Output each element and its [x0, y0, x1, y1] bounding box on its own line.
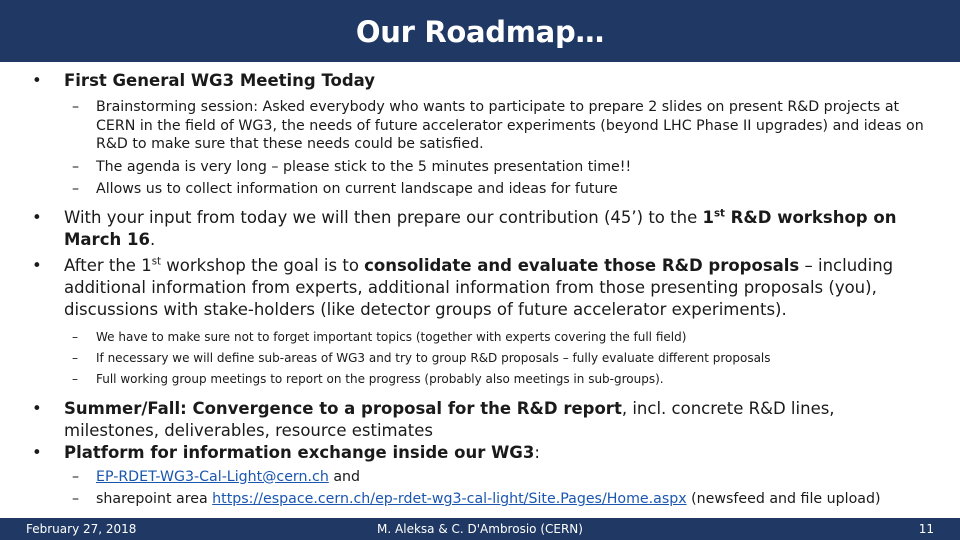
bullet-icon: •: [32, 255, 42, 275]
sub-bullet-sub-areas: [0, 348, 960, 369]
title-bar: [0, 0, 960, 62]
bullet-platform: [0, 442, 960, 464]
sub-bullet-brainstorming: [0, 98, 960, 154]
footer-authors: M. Aleksa & C. D'Ambrosio (CERN): [377, 522, 583, 536]
sub-bullet-text: and: [328, 468, 361, 485]
dash-icon: –: [72, 491, 80, 507]
sharepoint-link[interactable]: https://espace.cern.ch/ep-rdet-wg3-cal-light/Site.Pages/Home.aspx: [212, 491, 687, 507]
sub-bullet-meetings: [0, 369, 960, 390]
bullet-icon: •: [32, 442, 42, 462]
bullet-text: With your input from today we will then prepare our contribution (45’) to the: [64, 207, 703, 227]
sub-bullet-topics: [0, 327, 960, 348]
sub-bullet-text: Full working group meetings to report on the progress (probably also meetings in sub-groups).: [96, 371, 664, 386]
bullet-text-end: :: [534, 442, 540, 462]
bullet-icon: •: [32, 398, 42, 418]
footer-bar: [0, 518, 960, 540]
sub-bullet-agenda: [0, 158, 960, 177]
sub-bullet-text-end: (newsfeed and file upload): [686, 491, 881, 507]
bullet-first-meeting: [0, 70, 960, 92]
sub-bullet-text: Brainstorming session: Asked everybody who wants to participate to prepare 2 slides on present R&D projects at CERN in the field of WG3, the needs of future accelerator experiments (beyond LHC Phase II upgrades) and ideas on R&D to make sure that these needs could be satisfied.: [96, 99, 924, 152]
bullet-bold-text: consolidate and evaluate those R&D proposals: [364, 255, 800, 275]
dash-icon: –: [72, 468, 80, 485]
sub-bullet-text: We have to make sure not to forget important topics (together with experts covering the full field): [96, 329, 687, 344]
bullet-superscript: st: [151, 256, 162, 267]
sub-bullet-text: The agenda is very long – please stick to the 5 minutes presentation time!!: [96, 158, 632, 175]
bullet-bold-text: R&D workshop on March 16: [64, 207, 897, 249]
bullet-icon: •: [32, 71, 42, 90]
dash-icon: –: [72, 99, 80, 115]
bullet-text-end: .: [149, 229, 156, 249]
bullet-workshop-contribution: [0, 207, 960, 251]
sub-bullet-email: [0, 468, 960, 487]
bullet-bold-text: Platform for information exchange inside our WG3: [64, 442, 535, 462]
dash-icon: –: [72, 181, 80, 197]
sub-bullet-sharepoint: [0, 490, 960, 509]
dash-icon: –: [72, 350, 78, 365]
footer-date: February 27, 2018: [26, 522, 137, 536]
sub-bullet-text: Allows us to collect information on current landscape and ideas for future: [96, 181, 618, 197]
sub-bullet-text: If necessary we will define sub-areas of WG3 and try to group R&D proposals – fully evaluate different proposals: [96, 350, 771, 365]
page-number: 11: [918, 522, 934, 536]
sub-bullet-text: sharepoint area: [96, 491, 213, 507]
bullet-text-end: , incl. concrete R&D lines, milestones, deliverables, resource estimates: [64, 398, 835, 440]
slide-body: [0, 70, 960, 509]
bullet-text: After the 1: [64, 255, 152, 275]
bullet-icon: •: [32, 207, 42, 227]
bullet-summer-fall: [0, 398, 960, 442]
bullet-superscript: st: [713, 208, 725, 219]
dash-icon: –: [72, 158, 80, 175]
dash-icon: –: [72, 371, 78, 386]
bullet-text-end: – including additional information from experts, additional information from those presenting proposals (you), discussions with stake-holders (like detector groups of future accelerator experiments).: [64, 255, 894, 319]
bullet-bold-number: 1: [702, 207, 714, 227]
bullet-consolidate: [0, 255, 960, 321]
email-link[interactable]: EP-RDET-WG3-Cal-Light@cern.ch: [96, 468, 329, 485]
slide-title: Our Roadmap…: [355, 15, 605, 49]
sub-bullet-collect-info: [0, 180, 960, 199]
bullet-text: First General WG3 Meeting Today: [64, 71, 376, 90]
bullet-text-mid: workshop the goal is to: [161, 255, 365, 275]
dash-icon: –: [72, 329, 78, 344]
bullet-bold-text: Summer/Fall: Convergence to a proposal for the R&D report: [64, 398, 622, 418]
